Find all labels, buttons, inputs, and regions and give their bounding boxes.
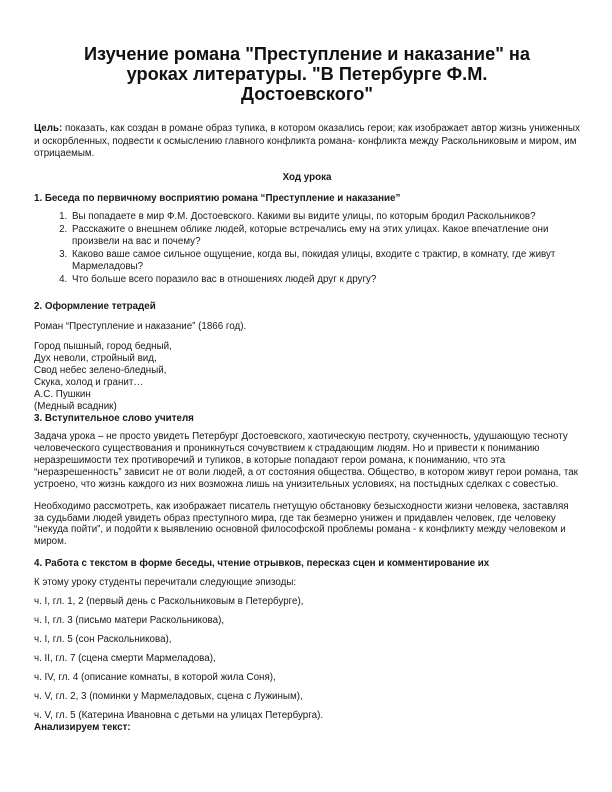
poem-line: Город пышный, город бедный, — [34, 341, 172, 353]
poem-epigraph — [34, 341, 580, 413]
question-list — [34, 211, 580, 287]
list-item: 2. Расскажите о внешнем облике людей, которые встречались ему на этих улицах. Какое впечатление они произвели на вас и почему? — [70, 224, 580, 248]
episode-item: ч. V, гл. 2, 3 (поминки у Мармеладовых, сцена с Лужиным), — [34, 691, 303, 703]
intro-paragraph-1: Задача урока – не просто увидеть Петербург Достоевского, хаотическую пестроту, скученность, удушающую тесноту человеческого существования и проникнуться сочувствием к страдающим людям. Но и привести к пониманию неразрешимости тех противоречий и тупиков, в которые попадают герои романа, к пониманию, что эта “неразрешенность” зависит не от воли людей, а от состояния общества. Обществo, в котором живут герои романа, так устроено, что жизнь каждого из них возможна лишь на унизительных условиях, на постыдных сделках с совестью. — [34, 431, 578, 490]
list-item: 3. Каково ваше самое сильное ощущение, когда вы, покидая улицы, входите с трактир, в комнату, где живут Мармеладовы? — [70, 249, 580, 273]
lesson-goal — [34, 123, 580, 161]
goal-text: показать, как создан в романе образ тупика, в котором оказались герои; как изображает автор жизнь униженных и оскорбленных, подвести к осмыслению главного конфликта романа- конфликта между Раскольниковым и миром, им отрицаемым. — [34, 123, 580, 159]
lesson-heading: Ход урока — [282, 171, 332, 183]
intro-paragraph-2: Необходимо рассмотреть, как изображает писатель гнетущую обстановку безысходности жизни человека, заставляя за судьбами людей увидеть образ преступного мира, где так безмерно унижен и придавлен человек, где человеку “некуда пойти”, и подойти к выявлению основной философской проблемы романа - к конфликту между человеком и миром. — [34, 500, 569, 548]
section-4-heading: 4. Работа с текстом в форме беседы, чтение отрывков, пересказ сцен и комментирование их — [34, 558, 490, 570]
poem-source: (Медный всадник) — [34, 401, 117, 413]
section-3-heading: 3. Вступительное слово учителя — [34, 413, 194, 425]
episode-item: ч. I, гл. 1, 2 (первый день с Раскольниковым в Петербурге), — [34, 596, 304, 608]
section-1-heading: 1. Беседа по первичному восприятию романа “Преступление и наказание” — [34, 192, 401, 204]
episode-item: ч. II, гл. 7 (сцена смерти Мармеладова), — [34, 653, 216, 665]
poem-author: А.С. Пушкин — [34, 389, 91, 401]
goal-label: Цель: — [34, 123, 63, 134]
episode-item: ч. I, гл. 5 (сон Раскольникова), — [34, 634, 172, 646]
title-line: уроках литературы. "В Петербурге Ф.М. — [126, 64, 488, 84]
poem-line: Дух неволи, стройный вид, — [34, 353, 157, 365]
poem-line: Скука, холод и гранит… — [34, 377, 144, 389]
title-line: Достоевского" — [241, 84, 373, 104]
episode-item: ч. IV, гл. 4 (описание комнаты, в которой жила Соня), — [34, 672, 276, 684]
episode-item: ч. V, гл. 5 (Катерина Ивановна с детьми на улицах Петербурга). — [34, 710, 324, 722]
poem-line: Свод небес зелено-бледный, — [34, 365, 167, 377]
title-line: Изучение романа "Преступление и наказание" на — [83, 44, 530, 64]
section-2-heading: 2. Оформление тетрадей — [34, 301, 156, 313]
list-item: 4. Что больше всего поразило вас в отношениях людей друг к другу? — [70, 274, 580, 286]
analyze-heading: Анализируем текст: — [34, 722, 131, 734]
episodes-intro: К этому уроку студенты перечитали следующие эпизоды: — [34, 577, 297, 589]
episode-item: ч. I, гл. 3 (письмо матери Раскольникова), — [34, 615, 225, 627]
list-item: 1. Вы попадаете в мир Ф.М. Достоевского. Какими вы видите улицы, по которым бродил Раскольников? — [70, 211, 580, 223]
page-title — [34, 44, 580, 104]
novel-line: Роман “Преступление и наказание” (1866 год). — [34, 321, 247, 333]
document-page — [34, 44, 580, 734]
